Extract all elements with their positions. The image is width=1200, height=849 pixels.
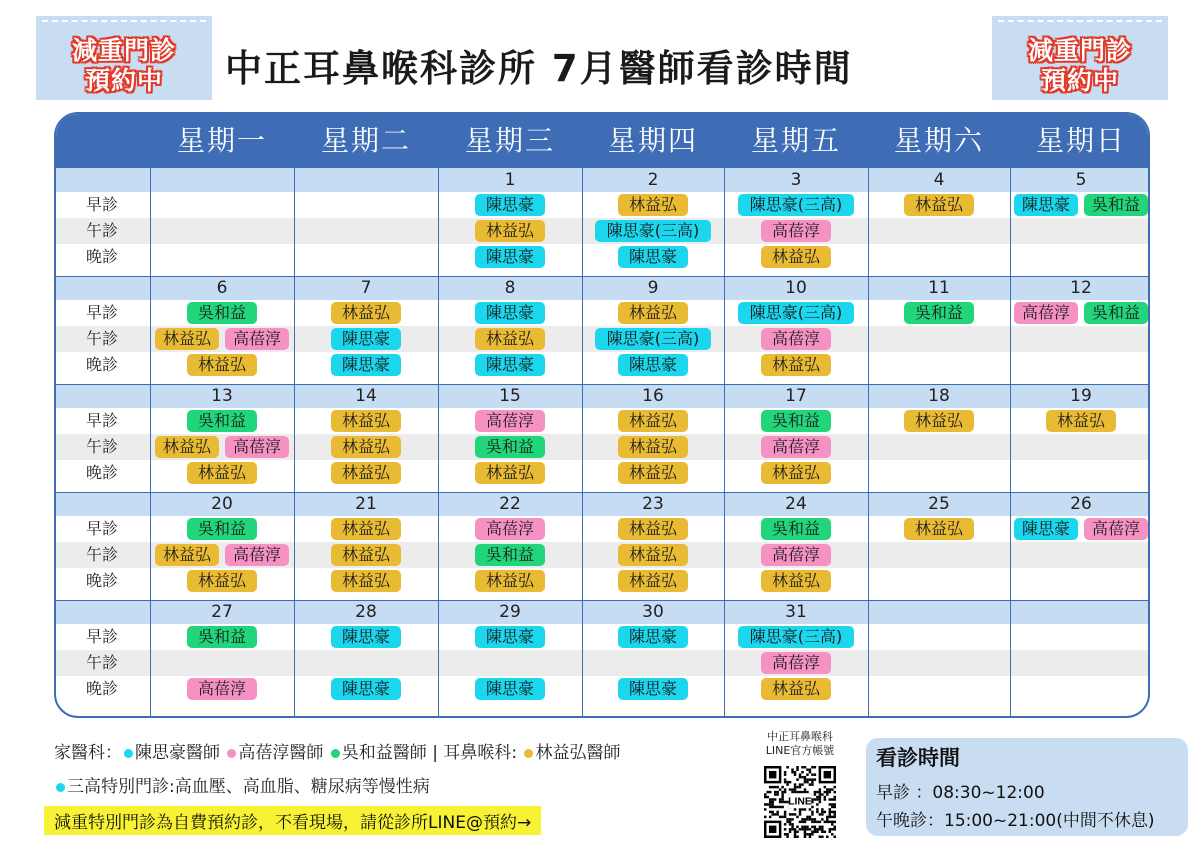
doctor-tag: 林益弘 (187, 354, 257, 376)
doctor-tag: 林益弘 (761, 462, 831, 484)
column-divider (724, 168, 725, 716)
promo-line-1: 減重門診 (1027, 36, 1132, 65)
doctor-tag: 陳思豪(三高) (738, 626, 854, 648)
doctor-tag: 陳思豪 (475, 302, 545, 324)
doctor-tag: 林益弘 (155, 544, 219, 566)
cyan-dot-icon (56, 783, 65, 792)
doctor-tag: 吳和益 (1084, 194, 1148, 216)
date-number: 12 (1070, 278, 1092, 298)
doctor-tag: 高蓓淳 (761, 652, 831, 674)
doctor-tag: 林益弘 (618, 570, 688, 592)
schedule-calendar (54, 112, 1150, 718)
column-divider (438, 168, 439, 716)
doctor-tag: 林益弘 (155, 328, 219, 350)
doctor-tag: 陳思豪 (618, 626, 688, 648)
qr-center-label: LINE (788, 796, 812, 808)
date-number: 22 (499, 494, 521, 514)
doctor-tag: 吳和益 (187, 410, 257, 432)
doctor-tag: 林益弘 (475, 570, 545, 592)
doctor-tag: 吳和益 (761, 410, 831, 432)
slot-label: 午診 (85, 653, 118, 672)
doctor-tag: 高蓓淳 (475, 410, 545, 432)
doctor-tag: 高蓓淳 (1014, 302, 1078, 324)
doctor-tag: 吳和益 (187, 626, 257, 648)
date-number: 21 (355, 494, 377, 514)
legend-doctor-2: 高蓓淳醫師 (238, 743, 324, 763)
cyan-dot-icon (124, 749, 133, 758)
date-number: 3 (790, 170, 802, 190)
slot-label: 晚診 (85, 571, 118, 590)
column-divider (582, 168, 583, 716)
opening-hours-box (866, 738, 1188, 836)
clinic-name-small: 中正耳鼻喉科 (767, 730, 833, 743)
hours-title: 看診時間 (876, 746, 960, 770)
promo-line-2: 預約中 (84, 66, 163, 95)
doctor-tag: 林益弘 (1046, 410, 1116, 432)
line-official-account: LINE官方帳號 (765, 744, 835, 757)
slot-label: 早診 (85, 627, 118, 646)
dashed-line (998, 20, 1162, 22)
doctor-tag: 高蓓淳 (761, 436, 831, 458)
special-clinic-text: 三高特別門診:高血壓、高血脂、糖尿病等慢性病 (67, 777, 430, 797)
doctor-tag: 林益弘 (331, 462, 401, 484)
date-number: 23 (642, 494, 664, 514)
date-number: 29 (499, 602, 521, 622)
column-divider (868, 168, 869, 716)
doctor-tag: 吳和益 (475, 544, 545, 566)
slot-label: 早診 (85, 519, 118, 538)
doctor-tag: 吳和益 (904, 302, 974, 324)
date-number: 9 (647, 278, 659, 298)
doctor-tag: 林益弘 (761, 354, 831, 376)
weight-loss-promo-badge-left (36, 16, 212, 100)
doctor-tag: 高蓓淳 (761, 328, 831, 350)
doctor-tag: 陳思豪(三高) (595, 328, 711, 350)
weekday-4: 星期四 (607, 124, 698, 157)
doctor-tag: 林益弘 (475, 220, 545, 242)
doctor-tag: 陳思豪(三高) (738, 302, 854, 324)
date-number: 28 (355, 602, 377, 622)
doctor-tag: 吳和益 (187, 302, 257, 324)
date-number: 24 (785, 494, 807, 514)
line-account-label (750, 730, 850, 758)
green-dot-icon (331, 749, 340, 758)
doctor-tag: 陳思豪 (331, 354, 401, 376)
date-number: 26 (1070, 494, 1092, 514)
doctor-tag: 陳思豪 (475, 626, 545, 648)
date-number: 31 (785, 602, 807, 622)
doctor-tag: 高蓓淳 (761, 544, 831, 566)
doctor-tag: 陳思豪 (475, 678, 545, 700)
weekday-3: 星期三 (464, 124, 555, 157)
doctor-tag: 陳思豪 (1014, 518, 1078, 540)
date-number: 15 (499, 386, 521, 406)
doctor-tag: 陳思豪 (331, 626, 401, 648)
date-number: 14 (355, 386, 377, 406)
promo-line-1: 減重門診 (71, 36, 176, 65)
doctor-tag: 高蓓淳 (225, 436, 289, 458)
slot-label: 午診 (85, 437, 118, 456)
date-number: 11 (928, 278, 950, 298)
legend-doctor-4: 林益弘醫師 (535, 743, 621, 763)
line-qr-code-icon[interactable] (764, 766, 836, 838)
date-number: 30 (642, 602, 664, 622)
doctor-tag: 林益弘 (761, 246, 831, 268)
doctor-tag: 吳和益 (761, 518, 831, 540)
doctor-tag: 高蓓淳 (761, 220, 831, 242)
slot-label: 晚診 (85, 247, 118, 266)
doctor-tag: 林益弘 (618, 410, 688, 432)
doctor-tag: 林益弘 (331, 518, 401, 540)
column-divider (1010, 168, 1011, 716)
date-number: 2 (647, 170, 659, 190)
week-afternoon-row (56, 434, 1148, 460)
doctor-tag: 陳思豪 (475, 354, 545, 376)
date-number: 18 (928, 386, 950, 406)
doctor-tag: 陳思豪 (475, 246, 545, 268)
doctor-tag: 林益弘 (331, 570, 401, 592)
doctor-tag: 林益弘 (618, 518, 688, 540)
doctor-tag: 吳和益 (475, 436, 545, 458)
weekday-2: 星期二 (320, 124, 411, 157)
family-medicine-label: 家醫科： (54, 743, 122, 763)
doctor-tag: 高蓓淳 (187, 678, 257, 700)
doctor-tag: 林益弘 (331, 544, 401, 566)
doctor-tag: 林益弘 (331, 302, 401, 324)
date-number: 6 (216, 278, 228, 298)
doctor-tag: 林益弘 (904, 194, 974, 216)
doctor-tag: 陳思豪 (618, 678, 688, 700)
promo-line-2: 預約中 (1040, 66, 1119, 95)
slot-label: 早診 (85, 195, 118, 214)
slot-label: 早診 (85, 303, 118, 322)
doctor-tag: 林益弘 (618, 436, 688, 458)
weekday-1: 星期一 (176, 124, 267, 157)
doctor-tag: 林益弘 (618, 544, 688, 566)
doctor-tag: 吳和益 (187, 518, 257, 540)
weekday-5: 星期五 (750, 124, 841, 157)
doctor-tag: 林益弘 (618, 462, 688, 484)
weekday-6: 星期六 (893, 124, 984, 157)
doctor-tag: 陳思豪(三高) (595, 220, 711, 242)
date-number: 16 (642, 386, 664, 406)
doctor-tag: 林益弘 (331, 410, 401, 432)
column-divider (150, 168, 151, 716)
date-number: 10 (785, 278, 807, 298)
date-number: 4 (933, 170, 945, 190)
doctor-tag: 陳思豪 (475, 194, 545, 216)
doctor-tag: 陳思豪 (331, 328, 401, 350)
doctor-tag: 林益弘 (187, 570, 257, 592)
doctor-tag: 高蓓淳 (225, 544, 289, 566)
doctor-legend (54, 738, 620, 763)
date-number: 8 (504, 278, 516, 298)
date-number: 27 (211, 602, 233, 622)
weight-loss-promo-badge-right (992, 16, 1168, 100)
slot-label: 早診 (85, 411, 118, 430)
doctor-tag: 林益弘 (331, 436, 401, 458)
pink-dot-icon (227, 749, 236, 758)
week-afternoon-row (56, 650, 1148, 676)
doctor-tag: 陳思豪(三高) (738, 194, 854, 216)
doctor-tag: 陳思豪 (618, 246, 688, 268)
doctor-tag: 林益弘 (618, 302, 688, 324)
doctor-tag: 吳和益 (1084, 302, 1148, 324)
doctor-tag: 林益弘 (904, 410, 974, 432)
slot-label: 午診 (85, 329, 118, 348)
doctor-tag: 林益弘 (761, 570, 831, 592)
doctor-tag: 陳思豪 (331, 678, 401, 700)
afternoon-evening-hours: 午晚診：15:00~21:00(中間不休息) (876, 811, 1155, 831)
doctor-tag: 林益弘 (475, 462, 545, 484)
date-number: 25 (928, 494, 950, 514)
doctor-tag: 林益弘 (155, 436, 219, 458)
column-divider (294, 168, 295, 716)
special-clinic-legend (54, 772, 430, 797)
doctor-tag: 林益弘 (475, 328, 545, 350)
slot-label: 晚診 (85, 679, 118, 698)
slot-label: 午診 (85, 221, 118, 240)
weight-loss-note: 減重特別門診為自費預約診，不看現場，請從診所LINE@預約→ (44, 806, 541, 835)
doctor-tag: 林益弘 (904, 518, 974, 540)
yellow-dot-icon (524, 749, 533, 758)
date-number: 1 (504, 170, 516, 190)
page-title: 中正耳鼻喉科診所 7月醫師看診時間 (225, 47, 853, 90)
slot-label: 晚診 (85, 463, 118, 482)
legend-doctor-3: 吳和益醫師 (341, 743, 427, 763)
legend-doctor-1: 陳思豪醫師 (135, 743, 220, 763)
doctor-tag: 陳思豪 (1014, 194, 1078, 216)
date-number: 17 (785, 386, 807, 406)
date-number: 7 (360, 278, 372, 298)
slot-label: 午診 (85, 545, 118, 564)
date-number: 13 (211, 386, 233, 406)
doctor-tag: 林益弘 (761, 678, 831, 700)
date-number: 5 (1075, 170, 1087, 190)
weekday-7: 星期日 (1035, 124, 1126, 157)
date-number: 19 (1070, 386, 1092, 406)
doctor-tag: 高蓓淳 (1084, 518, 1148, 540)
date-number: 20 (211, 494, 233, 514)
week-afternoon-row (56, 542, 1148, 568)
ent-label: | 耳鼻喉科: (432, 743, 518, 763)
slot-label: 晚診 (85, 355, 118, 374)
doctor-tag: 林益弘 (618, 194, 688, 216)
doctor-tag: 林益弘 (187, 462, 257, 484)
dashed-line (42, 20, 206, 22)
doctor-tag: 高蓓淳 (475, 518, 545, 540)
doctor-tag: 陳思豪 (618, 354, 688, 376)
doctor-tag: 高蓓淳 (225, 328, 289, 350)
morning-hours: 早診 ：08:30~12:00 (876, 783, 1045, 803)
